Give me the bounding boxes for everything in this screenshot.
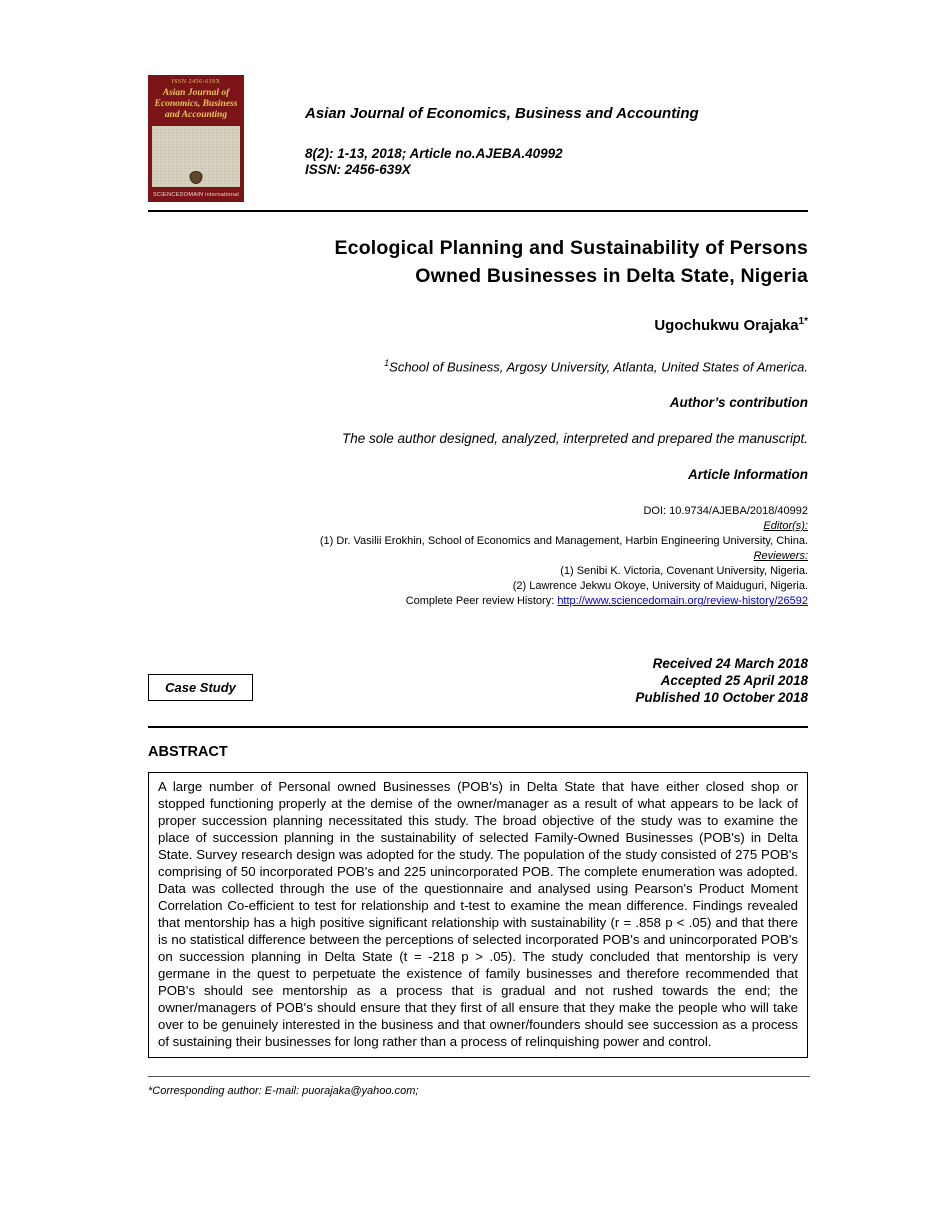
journal-logo bbox=[148, 75, 244, 202]
corresponding-author-note: *Corresponding author: E-mail: puorajaka@yahoo.com; bbox=[148, 1085, 419, 1098]
journal-name: Asian Journal of Economics, Business and Accounting bbox=[305, 105, 699, 122]
article-title bbox=[148, 234, 808, 290]
journal-header bbox=[148, 75, 808, 202]
reviewers-label: Reviewers: bbox=[753, 550, 808, 563]
received-date: Received 24 March 2018 bbox=[652, 656, 808, 672]
page-content bbox=[148, 0, 808, 1097]
editor-entry: (1) Dr. Vasilii Erokhin, School of Economics and Management, Harbin Engineering University, China. bbox=[319, 535, 808, 548]
peer-review-label: Complete Peer review History: bbox=[405, 595, 558, 608]
affiliation-text: School of Business, Argosy University, Atlanta, United States of America. bbox=[389, 359, 808, 375]
article-type-badge: Case Study bbox=[148, 674, 253, 701]
affiliation-line bbox=[148, 358, 808, 374]
accepted-date: Accepted 25 April 2018 bbox=[660, 673, 808, 689]
section-rule bbox=[148, 726, 808, 728]
author-name: Ugochukwu Orajaka bbox=[654, 317, 799, 334]
journal-issn: ISSN: 2456-639X bbox=[305, 162, 411, 177]
logo-title-text: Asian Journal of Economics, Business and Accounting bbox=[154, 88, 238, 120]
contribution-text: The sole author designed, analyzed, interpreted and prepared the manuscript. bbox=[341, 431, 808, 447]
logo-top bbox=[148, 75, 244, 123]
editors-label: Editor(s): bbox=[763, 520, 808, 533]
article-title-line1: Ecological Planning and Sustainability of Persons bbox=[334, 237, 808, 259]
article-info-block bbox=[148, 504, 808, 609]
logo-emblem-icon bbox=[190, 171, 203, 184]
published-date: Published 10 October 2018 bbox=[635, 690, 808, 706]
logo-footer-strip bbox=[148, 187, 244, 202]
article-title-line2: Owned Businesses in Delta State, Nigeria bbox=[415, 265, 808, 287]
logo-issn-text: ISSN 2456-639X bbox=[171, 79, 221, 85]
author-superscript: 1* bbox=[798, 316, 808, 327]
dates-section bbox=[148, 655, 808, 706]
affiliation-superscript: 1 bbox=[384, 358, 390, 368]
journal-issue-info: 8(2): 1-13, 2018; Article no.AJEBA.40992 bbox=[305, 146, 563, 161]
abstract-text: A large number of Personal owned Businesses (POB's) in Delta State that have either closed shop or stopped functioning properly at the demise of the owner/manager as a result of what appears to be lack of proper succession planning necessitated this study. The broad objective of the study was to examine the place of succession planning in the sustainability of selected Family-Owned Businesses (POB's) in Delta State. Survey research design was adopted for the study. The population of the study consisted of 275 POB's comprising of 50 incorporated POB's and 225 unincorporated POB. The complete enumeration was adopted. Data was collected through the use of the questionnaire and analysed using Pearson's Product Moment Correlation Co-efficient to test for relationship and t-test to examine the mean difference. Findings revealed that mentorship has a high positive significant relationship with sustainability (r = .858 p < .05) and that there is no statistical difference between the perceptions of selected incorporated POB's and unincorporated POB's on succession planning in Delta State (t = -218 p > .05). The study concluded that mentorship is very germane in the quest to perpetuate the existence of family businesses and therefore recommended that POB's should see mentorship as a process that is gradual and not rushed towards the end; the owner/managers of POB's should ensure that they first of all ensure that they make the people who will take over to be genuinely interested in the business and that owner/founders should see succession as a process of sustaining their businesses for long rather than a process of relinquishing power and control. bbox=[148, 772, 808, 1058]
reviewer-entry-1: (1) Senibi K. Victoria, Covenant University, Nigeria. bbox=[560, 565, 808, 578]
author-line bbox=[148, 316, 808, 334]
doi-line: DOI: 10.9734/AJEBA/2018/40992 bbox=[643, 505, 808, 518]
article-info-heading: Article Information bbox=[687, 467, 808, 483]
contribution-heading: Author’s contribution bbox=[669, 395, 808, 411]
footnote-divider bbox=[148, 1076, 810, 1077]
logo-publisher-text: SCIENCEDOMAIN international bbox=[152, 191, 240, 198]
header-rule bbox=[148, 210, 808, 212]
reviewer-entry-2: (2) Lawrence Jekwu Okoye, University of Maiduguri, Nigeria. bbox=[512, 580, 808, 593]
journal-info bbox=[305, 75, 808, 178]
logo-cover-texture bbox=[152, 126, 240, 187]
peer-review-link[interactable]: http://www.sciencedomain.org/review-history/26592 bbox=[557, 595, 808, 608]
peer-review-line bbox=[148, 594, 808, 609]
abstract-heading: ABSTRACT bbox=[148, 744, 228, 761]
